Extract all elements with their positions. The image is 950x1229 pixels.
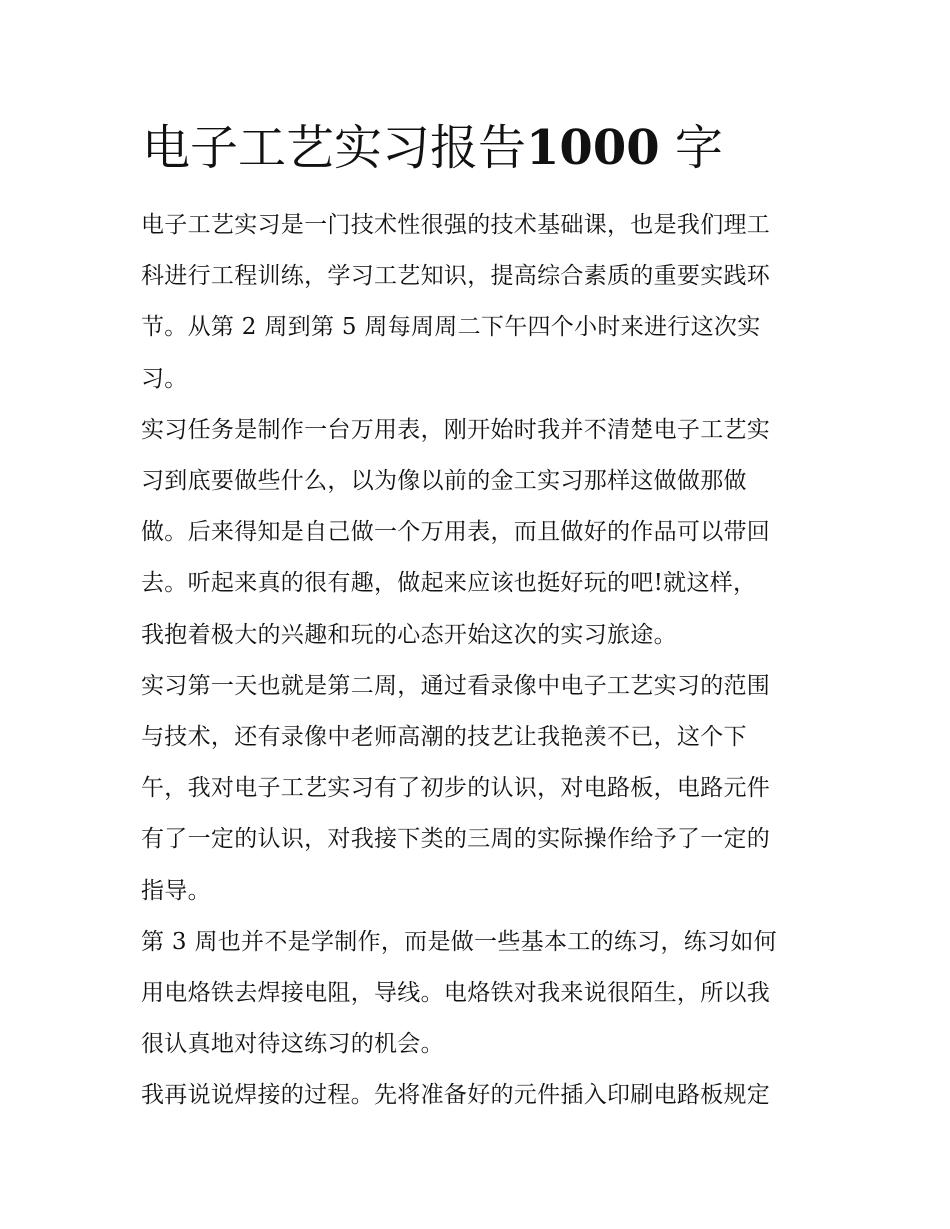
- document-body: [141, 200, 821, 1122]
- paragraph-4: [141, 917, 821, 1071]
- text-line: 做。后来得知是自己做一个万用表，而且做好的作品可以带回: [141, 519, 771, 546]
- title-suffix: 字: [659, 120, 723, 176]
- text-line: 有了一定的认识，对我接下类的三周的实际操作给予了一定的: [141, 826, 771, 853]
- paragraph-2: [141, 405, 821, 661]
- text-line: 习到底要做些什么，以为像以前的金工实习那样这做做那做: [141, 468, 747, 495]
- title-number: 1000: [526, 120, 660, 176]
- text-line: 我抱着极大的兴趣和玩的心态开始这次的实习旅途。: [141, 621, 677, 648]
- text-line: 习。: [141, 365, 188, 392]
- text-line: 午，我对电子工艺实习有了初步的认识，对电路板，电路元件: [141, 775, 771, 802]
- text-line: 电子工艺实习是一门技术性很强的技术基础课，也是我们理工: [141, 212, 771, 238]
- text-line: 指导。: [141, 877, 211, 904]
- document-title: [142, 116, 723, 180]
- text-line: 实习任务是制作一台万用表，刚开始时我并不清楚电子工艺实: [141, 416, 771, 443]
- text-line: 我再说说焊接的过程。先将准备好的元件插入印刷电路板规定: [141, 1082, 771, 1109]
- title-text: 电子工艺实习报告: [142, 120, 527, 176]
- text-line: 科进行工程训练，学习工艺知识，提高综合素质的重要实践环: [141, 263, 771, 290]
- text-line: 用电烙铁去焊接电阻，导线。电烙铁对我来说很陌生，所以我: [141, 980, 771, 1007]
- text-line: 与技术，还有录像中老师高潮的技艺让我艳羡不已，这个下: [141, 724, 747, 751]
- text-line: 很认真地对待这练习的机会。: [141, 1031, 444, 1058]
- text-line: 实习第一天也就是第二周，通过看录像中电子工艺实习的范围: [141, 672, 771, 699]
- paragraph-5: [141, 1070, 821, 1121]
- paragraph-3: [141, 661, 821, 917]
- text-line: 节。从第 2 周到第 5 周每周周二下午四个小时来进行这次实: [141, 314, 761, 341]
- text-line: 去。听起来真的很有趣，做起来应该也挺好玩的吧!就这样，: [141, 570, 757, 597]
- paragraph-1: [141, 200, 821, 405]
- text-line: 第 3 周也并不是学制作，而是做一些基本工的练习，练习如何: [141, 928, 777, 955]
